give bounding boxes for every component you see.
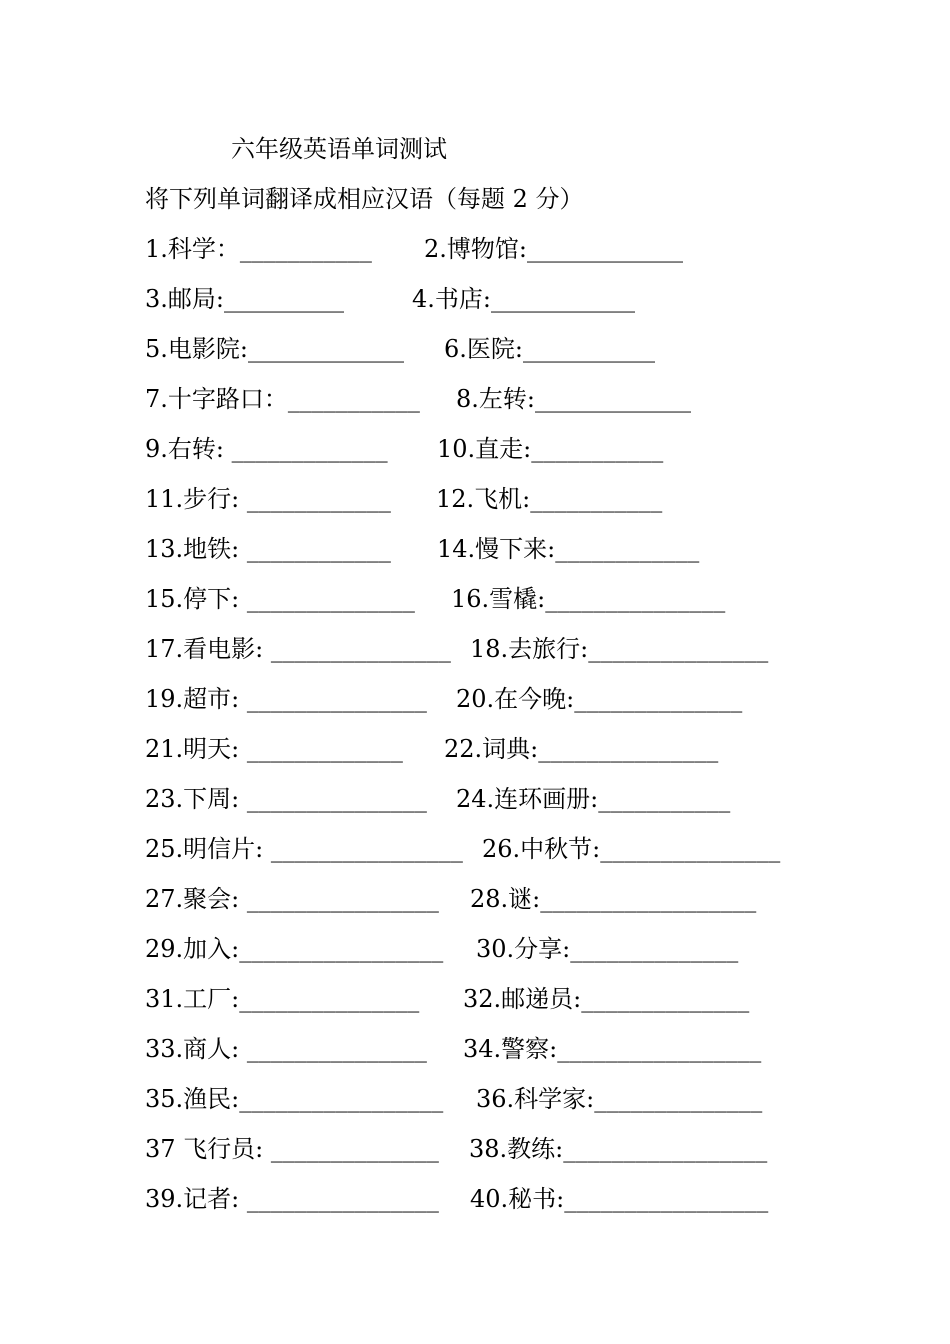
question-row — [145, 581, 865, 617]
question-row — [145, 831, 865, 867]
question-row — [145, 781, 865, 817]
question-row — [145, 1181, 865, 1217]
question-18: 18.去旅行:_______________ — [470, 635, 769, 663]
question-19: 19.超市: _______________ — [145, 685, 427, 713]
question-row — [145, 231, 865, 267]
question-row — [145, 881, 865, 917]
question-row — [145, 1031, 865, 1067]
question-2: 2.博物馆:_____________ — [424, 235, 683, 263]
question-row — [145, 431, 865, 467]
question-40: 40.秘书:_________________ — [470, 1185, 769, 1213]
worksheet-instruction: 将下列单词翻译成相应汉语（每题 2 分） — [145, 185, 584, 213]
question-35: 35.渔民:_________________ — [145, 1085, 444, 1113]
worksheet-title: 六年级英语单词测试 — [231, 135, 447, 163]
question-21: 21.明天: _____________ — [145, 735, 403, 763]
question-20: 20.在今晚:______________ — [456, 685, 743, 713]
question-3: 3.邮局:__________ — [145, 285, 344, 313]
question-36: 36.科学家:______________ — [476, 1085, 763, 1113]
question-1: 1.科学：___________ — [145, 235, 372, 263]
question-row — [145, 931, 865, 967]
question-4: 4.书店:____________ — [412, 285, 635, 313]
question-14: 14.慢下来:____________ — [437, 535, 700, 563]
question-5: 5.电影院:_____________ — [145, 335, 404, 363]
question-27: 27.聚会: ________________ — [145, 885, 439, 913]
question-7: 7.十字路口：___________ — [145, 385, 420, 413]
question-37: 37 飞行员: ______________ — [145, 1135, 439, 1163]
question-row — [145, 1131, 865, 1167]
question-30: 30.分享:______________ — [476, 935, 739, 963]
question-11: 11.步行: ____________ — [145, 485, 391, 513]
question-34: 34.警察:_________________ — [463, 1035, 762, 1063]
question-26: 26.中秋节:_______________ — [482, 835, 781, 863]
question-6: 6.医院:___________ — [444, 335, 655, 363]
question-12: 12.飞机:___________ — [436, 485, 663, 513]
question-25: 25.明信片: ________________ — [145, 835, 463, 863]
question-row — [145, 281, 865, 317]
question-23: 23.下周: _______________ — [145, 785, 427, 813]
question-24: 24.连环画册:___________ — [456, 785, 731, 813]
question-10: 10.直走:___________ — [437, 435, 664, 463]
question-39: 39.记者: ________________ — [145, 1185, 439, 1213]
question-8: 8.左转:_____________ — [456, 385, 691, 413]
question-row — [145, 381, 865, 417]
question-33: 33.商人: _______________ — [145, 1035, 427, 1063]
question-16: 16.雪橇:_______________ — [451, 585, 726, 613]
question-row — [145, 331, 865, 367]
question-row — [145, 631, 865, 667]
question-32: 32.邮递员:______________ — [463, 985, 750, 1013]
question-row — [145, 481, 865, 517]
question-28: 28.谜:__________________ — [470, 885, 757, 913]
question-row — [145, 981, 865, 1017]
question-9: 9.右转: _____________ — [145, 435, 388, 463]
question-row — [145, 531, 865, 567]
question-row — [145, 731, 865, 767]
question-29: 29.加入:_________________ — [145, 935, 444, 963]
question-row — [145, 1081, 865, 1117]
question-row — [145, 681, 865, 717]
question-38: 38.教练:_________________ — [469, 1135, 768, 1163]
question-17: 17.看电影: _______________ — [145, 635, 451, 663]
question-13: 13.地铁: ____________ — [145, 535, 391, 563]
question-15: 15.停下: ______________ — [145, 585, 415, 613]
question-31: 31.工厂:_______________ — [145, 985, 420, 1013]
question-22: 22.词典:_______________ — [444, 735, 719, 763]
